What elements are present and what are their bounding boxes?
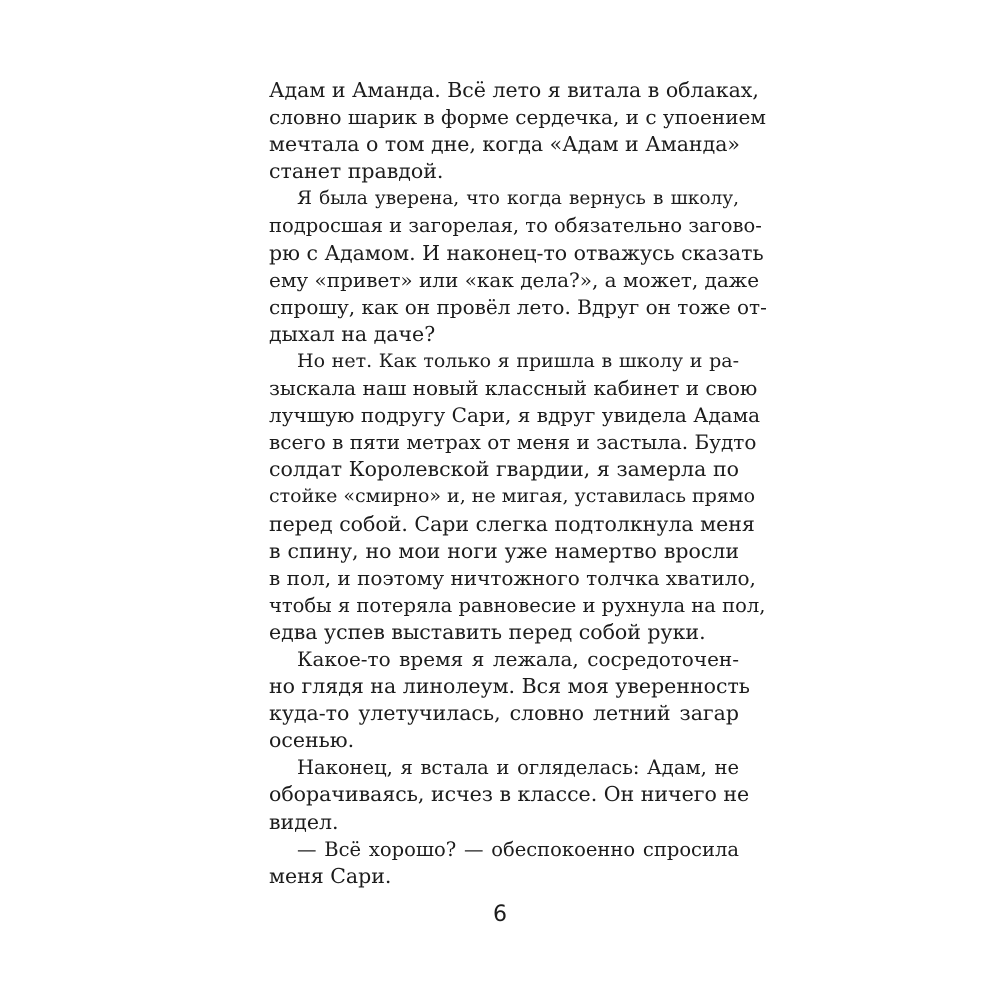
text-line: Адам и Аманда. Всё лето я витала в облаках, (269, 78, 759, 102)
paragraph (269, 185, 767, 348)
text-line: — Всё хорошо? — обеспокоенно спросила (297, 837, 739, 861)
paragraph (269, 77, 766, 185)
text-line: солдат Королевской гвардии, я замерла по (269, 457, 739, 482)
text-line: но глядя на линолеум. Вся моя уверенность (269, 674, 750, 699)
text-line: спрошу, как он провёл лето. Вдруг он тоже от- (269, 294, 767, 319)
text-line: оборачиваясь, исчез в классе. Он ничего не (269, 782, 750, 807)
text-line: стойке «смирно» и, не мигая, уставилась прямо (269, 485, 756, 508)
paragraph (269, 348, 766, 646)
text-line: меня Сари. (269, 863, 392, 888)
text-line: дыхал на даче? (269, 321, 436, 346)
text-line: Но нет. Как только я пришла в школу и ра- (297, 349, 739, 372)
text-line: перед собой. Сари слегка подтолкнула меня (269, 511, 755, 536)
text-line: мечтала о том дне, когда «Адам и Аманда» (269, 132, 740, 157)
text-line: Я была уверена, что когда вернусь в школу, (297, 188, 739, 210)
text-line: лучшую подругу Сари, я вдруг увидела Адама (269, 403, 761, 428)
text-line: всего в пяти метрах от меня и застыла. Будто (269, 430, 757, 455)
text-line: Какое-то время я лежала, сосредоточен- (297, 646, 739, 671)
text-line: видел. (269, 809, 339, 834)
text-line: осенью. (269, 728, 355, 753)
text-line: куда-то улетучилась, словно летний загар (269, 701, 739, 726)
body-text (269, 77, 767, 890)
text-line: в пол, и поэтому ничтожного толчка хватило, (269, 565, 756, 590)
text-line: Наконец, я встала и огляделась: Адам, не (297, 756, 739, 780)
text-line: рю с Адамом. И наконец-то отважусь сказать (269, 240, 764, 265)
paragraph (269, 754, 750, 835)
text-line: зыскала наш новый классный кабинет и свою (269, 376, 758, 401)
page-number: 6 (493, 902, 507, 927)
text-line: подросшая и загорелая, то обязательно загово- (269, 214, 762, 238)
text-line: словно шарик в форме сердечка, и с упоением (269, 105, 766, 130)
text-line: станет правдой. (269, 159, 444, 184)
text-line: в спину, но мои ноги уже намертво вросли (269, 538, 739, 563)
text-line: чтобы я потеряла равновесие и рухнула на пол, (269, 593, 766, 617)
text-line: едва успев выставить перед собой руки. (269, 619, 706, 644)
paragraph (269, 836, 739, 890)
paragraph (269, 646, 750, 754)
text-line: ему «привет» или «как дела?», а может, даже (269, 267, 760, 292)
